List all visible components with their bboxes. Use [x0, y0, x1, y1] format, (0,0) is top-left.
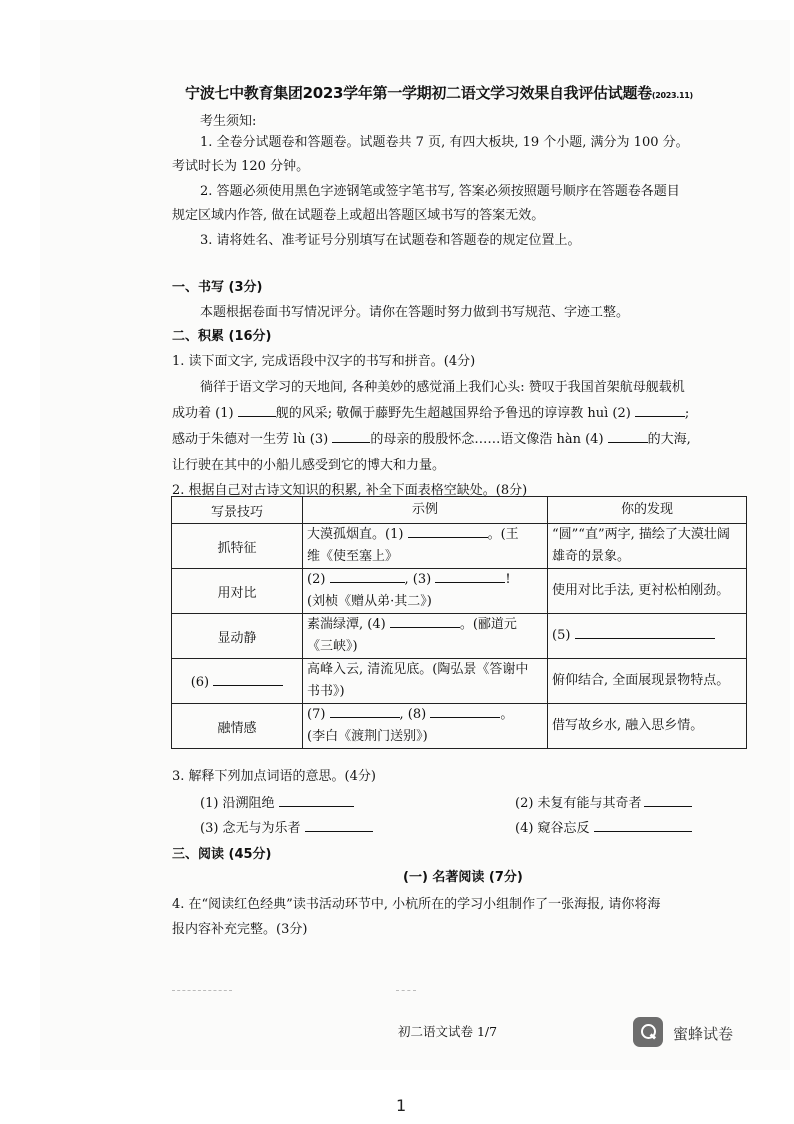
example-cell: 大漠孤烟直。(1) 。(王 维《使至塞上》 [303, 524, 548, 569]
table-row [172, 524, 747, 569]
notice-item-2: 2. 答题必须使用黑色字迹钢笔或签字笔书写, 答案必须按照题号顺序在答题卷各题目 [200, 184, 680, 199]
answer-blank-5[interactable] [575, 626, 715, 639]
notice-item-1-cont: 考试时长为 120 分钟。 [172, 159, 310, 174]
question-4-line-1: 4. 在“阅读红色经典”读书活动环节中, 小杭所在的学习小组制作了一张海报, 请你将海 [172, 897, 661, 912]
example-cell: 素湍绿潭, (4) 。(郦道元 《三峡》) [303, 614, 548, 659]
table-row [172, 659, 747, 704]
question-3-stem: 3. 解释下列加点词语的意思。(4分) [172, 769, 376, 784]
finding-cell: “圆”“直”两字, 描绘了大漠壮阔雄奇的景象。 [548, 524, 747, 569]
page-footer-label: 初二语文试卷 1/7 [398, 1024, 498, 1039]
finding-cell: (5) [548, 614, 747, 659]
scan-artifact [396, 990, 416, 991]
answer-blank-2[interactable] [330, 570, 405, 583]
question-3-d: (4) 窥谷忘反 [515, 817, 692, 836]
answer-blank-4[interactable] [608, 430, 648, 443]
notice-heading: 考生须知: [200, 114, 257, 129]
header-example: 示例 [303, 497, 548, 524]
table-header-row [172, 497, 747, 524]
skill-cell: (6) [172, 659, 303, 704]
question-2-stem: 2. 根据自己对古诗文知识的积累, 补全下面表格空缺处。(8分) [172, 483, 528, 498]
table-row [172, 614, 747, 659]
header-finding: 你的发现 [548, 497, 747, 524]
answer-blank-7[interactable] [330, 705, 400, 718]
finding-cell: 借写故乡水, 融入思乡情。 [548, 704, 747, 749]
answer-blank-8[interactable] [430, 705, 500, 718]
question-1-line-1: 徜徉于语文学习的天地间, 各种美妙的感觉涌上我们心头: 赞叹于我国首架航母舰载机 [200, 380, 685, 395]
skill-cell: 显动静 [172, 614, 303, 659]
section-writing-text: 本题根据卷面书写情况评分。请你在答题时努力做到书写规范、字迹工整。 [200, 305, 630, 320]
section-reading-subheading: (一) 名著阅读 (7分) [403, 870, 523, 885]
poetry-table [171, 496, 747, 749]
question-1-line-2: 成功着 (1) 舰的风采; 敬佩于藤野先生超越国界给予鲁迅的谆谆教 huì (2) ; [172, 406, 690, 421]
answer-blank-6[interactable] [213, 673, 283, 686]
answer-blank[interactable] [594, 819, 692, 832]
section-reading-heading: 三、阅读 (45分) [172, 847, 272, 862]
answer-blank-2[interactable] [635, 404, 685, 417]
answer-blank-4[interactable] [390, 615, 460, 628]
answer-blank[interactable] [279, 794, 354, 807]
skill-cell: 融情感 [172, 704, 303, 749]
question-3-b: (2) 未复有能与其奇者 [515, 792, 692, 811]
answer-blank-3[interactable] [332, 430, 370, 443]
skill-cell: 抓特征 [172, 524, 303, 569]
question-4-line-2: 报内容补充完整。(3分) [172, 922, 308, 937]
section-accumulation-heading: 二、积累 (16分) [172, 329, 272, 344]
notice-item-1: 1. 全卷分试题卷和答题卷。试题卷共 7 页, 有四大板块, 19 个小题, 满分为 100 分。 [200, 135, 689, 150]
question-1-line-3: 感动于朱德对一生劳 lù (3) 的母亲的殷殷怀念……语文像浩 hàn (4) 的大海, [172, 432, 691, 447]
example-cell: 高峰入云, 清流见底。(陶弘景《答谢中 书书》) [303, 659, 548, 704]
finding-cell: 使用对比手法, 更衬松柏刚劲。 [548, 569, 747, 614]
answer-blank[interactable] [644, 794, 692, 807]
answer-blank-1[interactable] [238, 404, 276, 417]
answer-blank[interactable] [305, 819, 373, 832]
finding-cell: 俯仰结合, 全面展现景物特点。 [548, 659, 747, 704]
answer-blank-1[interactable] [408, 525, 488, 538]
table-row [172, 704, 747, 749]
scan-artifact [172, 990, 232, 991]
notice-item-3: 3. 请将姓名、准考证号分别填写在试题卷和答题卷的规定位置上。 [200, 233, 581, 248]
brand-logo-icon [633, 1017, 663, 1047]
example-cell: (7) , (8) 。 (李白《渡荆门送别》) [303, 704, 548, 749]
question-1-stem: 1. 读下面文字, 完成语段中汉字的书写和拼音。(4分) [172, 354, 476, 369]
question-3-c: (3) 念无与为乐者 [200, 817, 373, 836]
notice-item-2-cont: 规定区域内作答, 做在试题卷上或超出答题区域书写的答案无效。 [172, 208, 545, 223]
example-cell: (2) , (3) ! (刘桢《赠从弟·其二》) [303, 569, 548, 614]
question-1-line-4: 让行驶在其中的小船儿感受到它的博大和力量。 [172, 458, 446, 473]
skill-cell: 用对比 [172, 569, 303, 614]
answer-blank-3[interactable] [435, 570, 505, 583]
section-writing-heading: 一、书写 (3分) [172, 280, 263, 295]
exam-date: (2023.11) [651, 91, 693, 100]
table-row [172, 569, 747, 614]
question-3-a: (1) 沿溯阻绝 [200, 792, 354, 811]
header-skill: 写景技巧 [172, 497, 303, 524]
brand-name: 蜜蜂试卷 [673, 1025, 734, 1043]
exam-title: 宁波七中教育集团2023学年第一学期初二语文学习效果自我评估试题卷(2023.11) [185, 84, 693, 102]
page-number: 1 [396, 1096, 407, 1115]
